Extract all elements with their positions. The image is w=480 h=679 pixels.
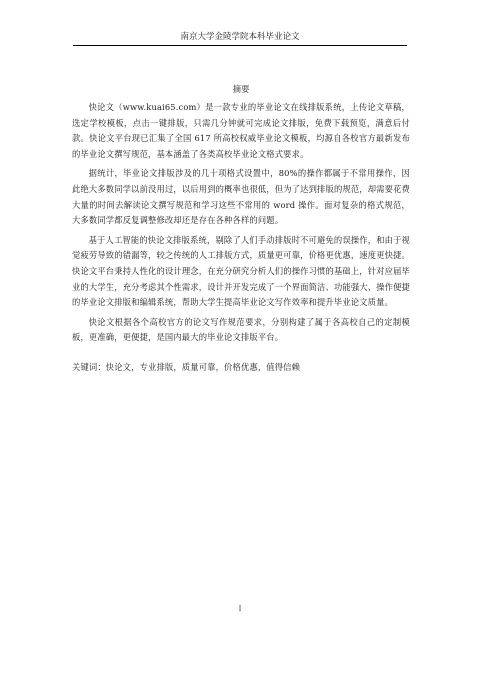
keywords: 关键词：快论文，专业排版，质量可靠，价格优惠，值得信赖 bbox=[72, 361, 301, 372]
abstract-paragraph: 快论文根据各个高校官方的论文写作规范要求，分别构建了属于各高校自己的定制模板，更准确，更便捷，是国内最大的毕业论文排版平台。 bbox=[72, 316, 410, 343]
abstract-paragraph: 基于人工智能的快论文排版系统，剔除了人们手动排版时不可避免的误操作，和由于视觉疲劳导致的错漏等，较之传统的人工排版方式，质量更可靠，价格更优惠，速度更快捷。快论文平台秉持人性化的设计理念，在充分研究分析人们的操作习惯的基础上，针对应届毕业的大学生，充分考虑其个性需求，设计并开发完成了一个界面简洁、功能强大、操作便捷的毕业论文排版和编辑系统，帮助大学生提高毕业论文写作效率和提升毕业论文质量。 bbox=[72, 234, 410, 308]
page-header bbox=[73, 32, 407, 46]
abstract-paragraph: 据统计，毕业论文排版涉及的几十项格式设置中，80%的操作都属于不常用操作，因此绝大多数同学以前没用过，以后用到的概率也很低，但为了达到排版的规范，却需要花费大量的时间去解读论文撰写规范和学习这些不常用的 word 操作。面对复杂的格式规范，大多数同学都反复调整修改却还是存在各种各样的问题。 bbox=[72, 168, 410, 226]
page-number: I bbox=[238, 605, 242, 613]
abstract-paragraph: 快论文（www.kuai65.com）是一款专业的毕业论文在线排版系统，上传论文草稿，选定学校模板，点击一键排版，只需几分钟就可完成论文排版，免费下载预览，满意后付款。快论文平台现已汇集了全国 617 所高校权威毕业论文模板，均源自各校官方最新发布的毕业论文撰写规范，基本涵盖了各类高校毕业论文格式要求。 bbox=[72, 102, 410, 159]
abstract-section bbox=[72, 84, 410, 375]
abstract-title: 摘要 bbox=[232, 85, 250, 95]
header-title: 南京大学金陵学院本科毕业论文 bbox=[180, 32, 300, 42]
